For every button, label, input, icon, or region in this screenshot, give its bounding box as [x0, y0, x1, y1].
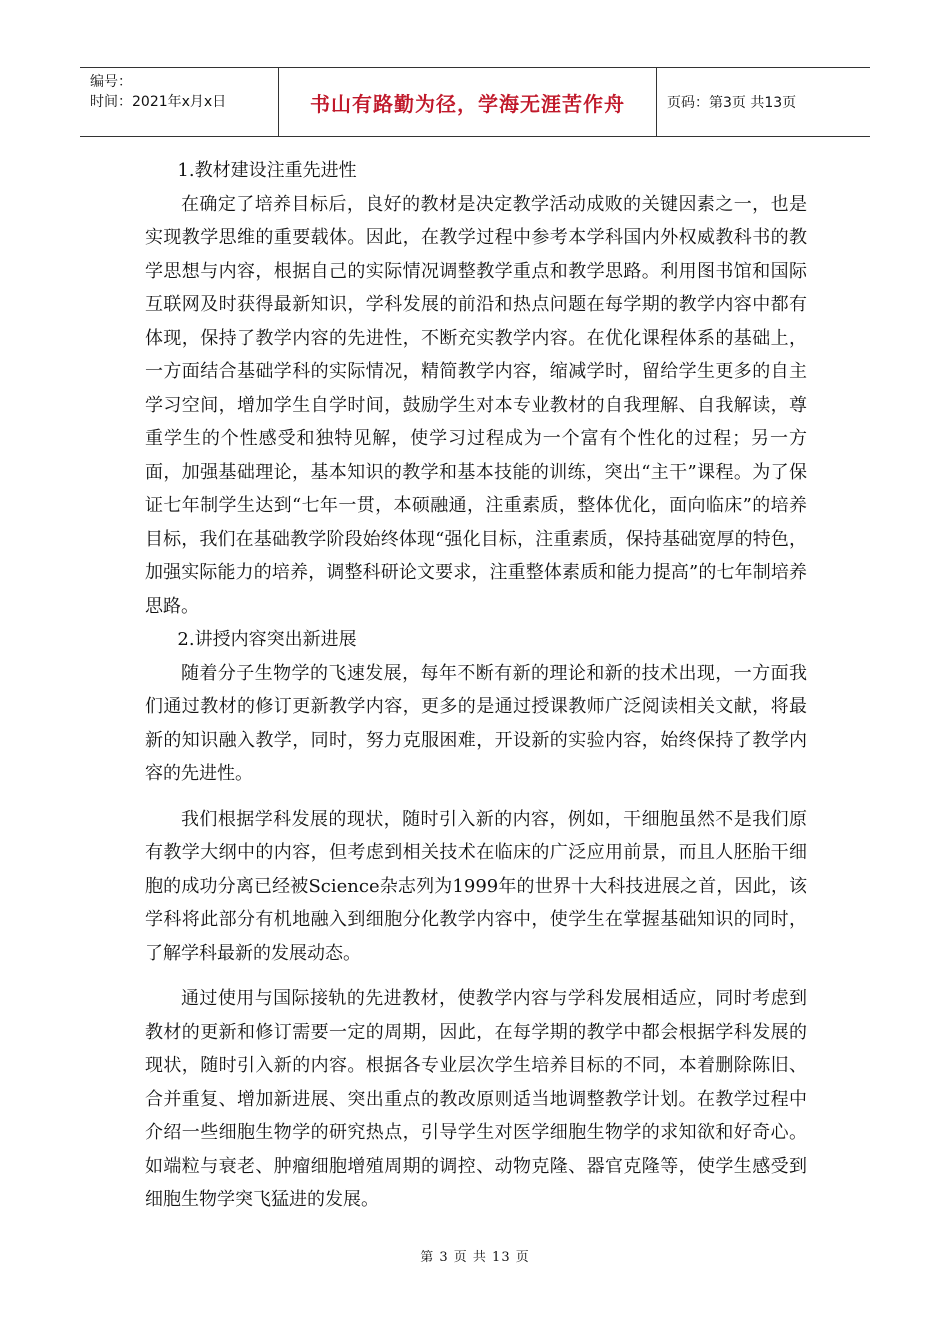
section-heading-1: 1.教材建设注重先进性: [177, 160, 357, 181]
paragraph-gap: [145, 970, 807, 982]
header-motto: 书山有路勤为径，学海无涯苦作舟: [279, 68, 657, 136]
paragraph-4: 通过使用与国际接轨的先进教材，使教学内容与学科发展相适应，同时考虑到教材的更新和修订需要一定的周期，因此，在每学期的教学中都会根据学科发展的现状，随时引入新的内容。根据各专业层次学生培养目标的不同，本着删除陈旧、合并重复、增加新进展、突出重点的教改原则适当地调整教学计划。在教学过程中介绍一些细胞生物学的研究热点，引导学生对医学细胞生物学的求知欲和好奇心。如端粒与衰老、肿瘤细胞增殖周期的调控、动物克隆、器官克隆等，使学生感受到细胞生物学突飞猛进的发展。: [145, 988, 807, 1210]
header-page-number: 页码：第3页 共13页: [667, 95, 797, 111]
document-body: [145, 154, 807, 1217]
paragraph-1: 在确定了培养目标后，良好的教材是决定教学活动成败的关键因素之一，也是实现教学思维的重要载体。因此，在教学过程中参考本学科国内外权威教科书的教学思想与内容，根据自己的实际情况调整教学重点和教学思路。利用图书馆和国际互联网及时获得最新知识，学科发展的前沿和热点问题在每学期的教学内容中都有体现，保持了教学内容的先进性，不断充实教学内容。在优化课程体系的基础上，一方面结合基础学科的实际情况，精简教学内容，缩减学时，留给学生更多的自主学习空间，增加学生自学时间，鼓励学生对本专业教材的自我理解、自我解读，尊重学生的个性感受和独特见解，使学习过程成为一个富有个性化的过程；另一方面，加强基础理论，基本知识的教学和基本技能的训练，突出“主干”课程。为了保证七年制学生达到“七年一贯，本硕融通，注重素质，整体优化，面向临床”的培养目标，我们在基础教学阶段始终体现“强化目标，注重素质，保持基础宽厚的特色，加强实际能力的培养，调整科研论文要求，注重整体素质和能力提高”的七年制培养思路。: [145, 193, 807, 617]
paragraph-gap: [145, 791, 807, 803]
document-number-label: 编号：: [90, 74, 132, 90]
paragraph-3: 我们根据学科发展的现状，随时引入新的内容，例如，干细胞虽然不是我们原有教学大纲中的内容，但考虑到相关技术在临床的广泛应用前景，而且人胚胎干细胞的成功分离已经被Science杂志列为1999年的世界十大科技进展之首，因此，该学科将此部分有机地融入到细胞分化教学内容中，使学生在掌握基础知识的同时，了解学科最新的发展动态。: [145, 808, 807, 964]
page-footer: 第 3 页 共 13 页: [420, 1250, 530, 1265]
document-date: 时间：2021年x月x日: [90, 94, 227, 110]
page-header: [80, 67, 870, 137]
paragraph-2: 随着分子生物学的飞速发展，每年不断有新的理论和新的技术出现，一方面我们通过教材的修订更新教学内容，更多的是通过授课教师广泛阅读相关文献，将最新的知识融入教学，同时，努力克服困难，开设新的实验内容，始终保持了教学内容的先进性。: [145, 662, 807, 784]
section-heading-2: 2.讲授内容突出新进展: [177, 629, 357, 650]
header-meta: [80, 68, 279, 136]
